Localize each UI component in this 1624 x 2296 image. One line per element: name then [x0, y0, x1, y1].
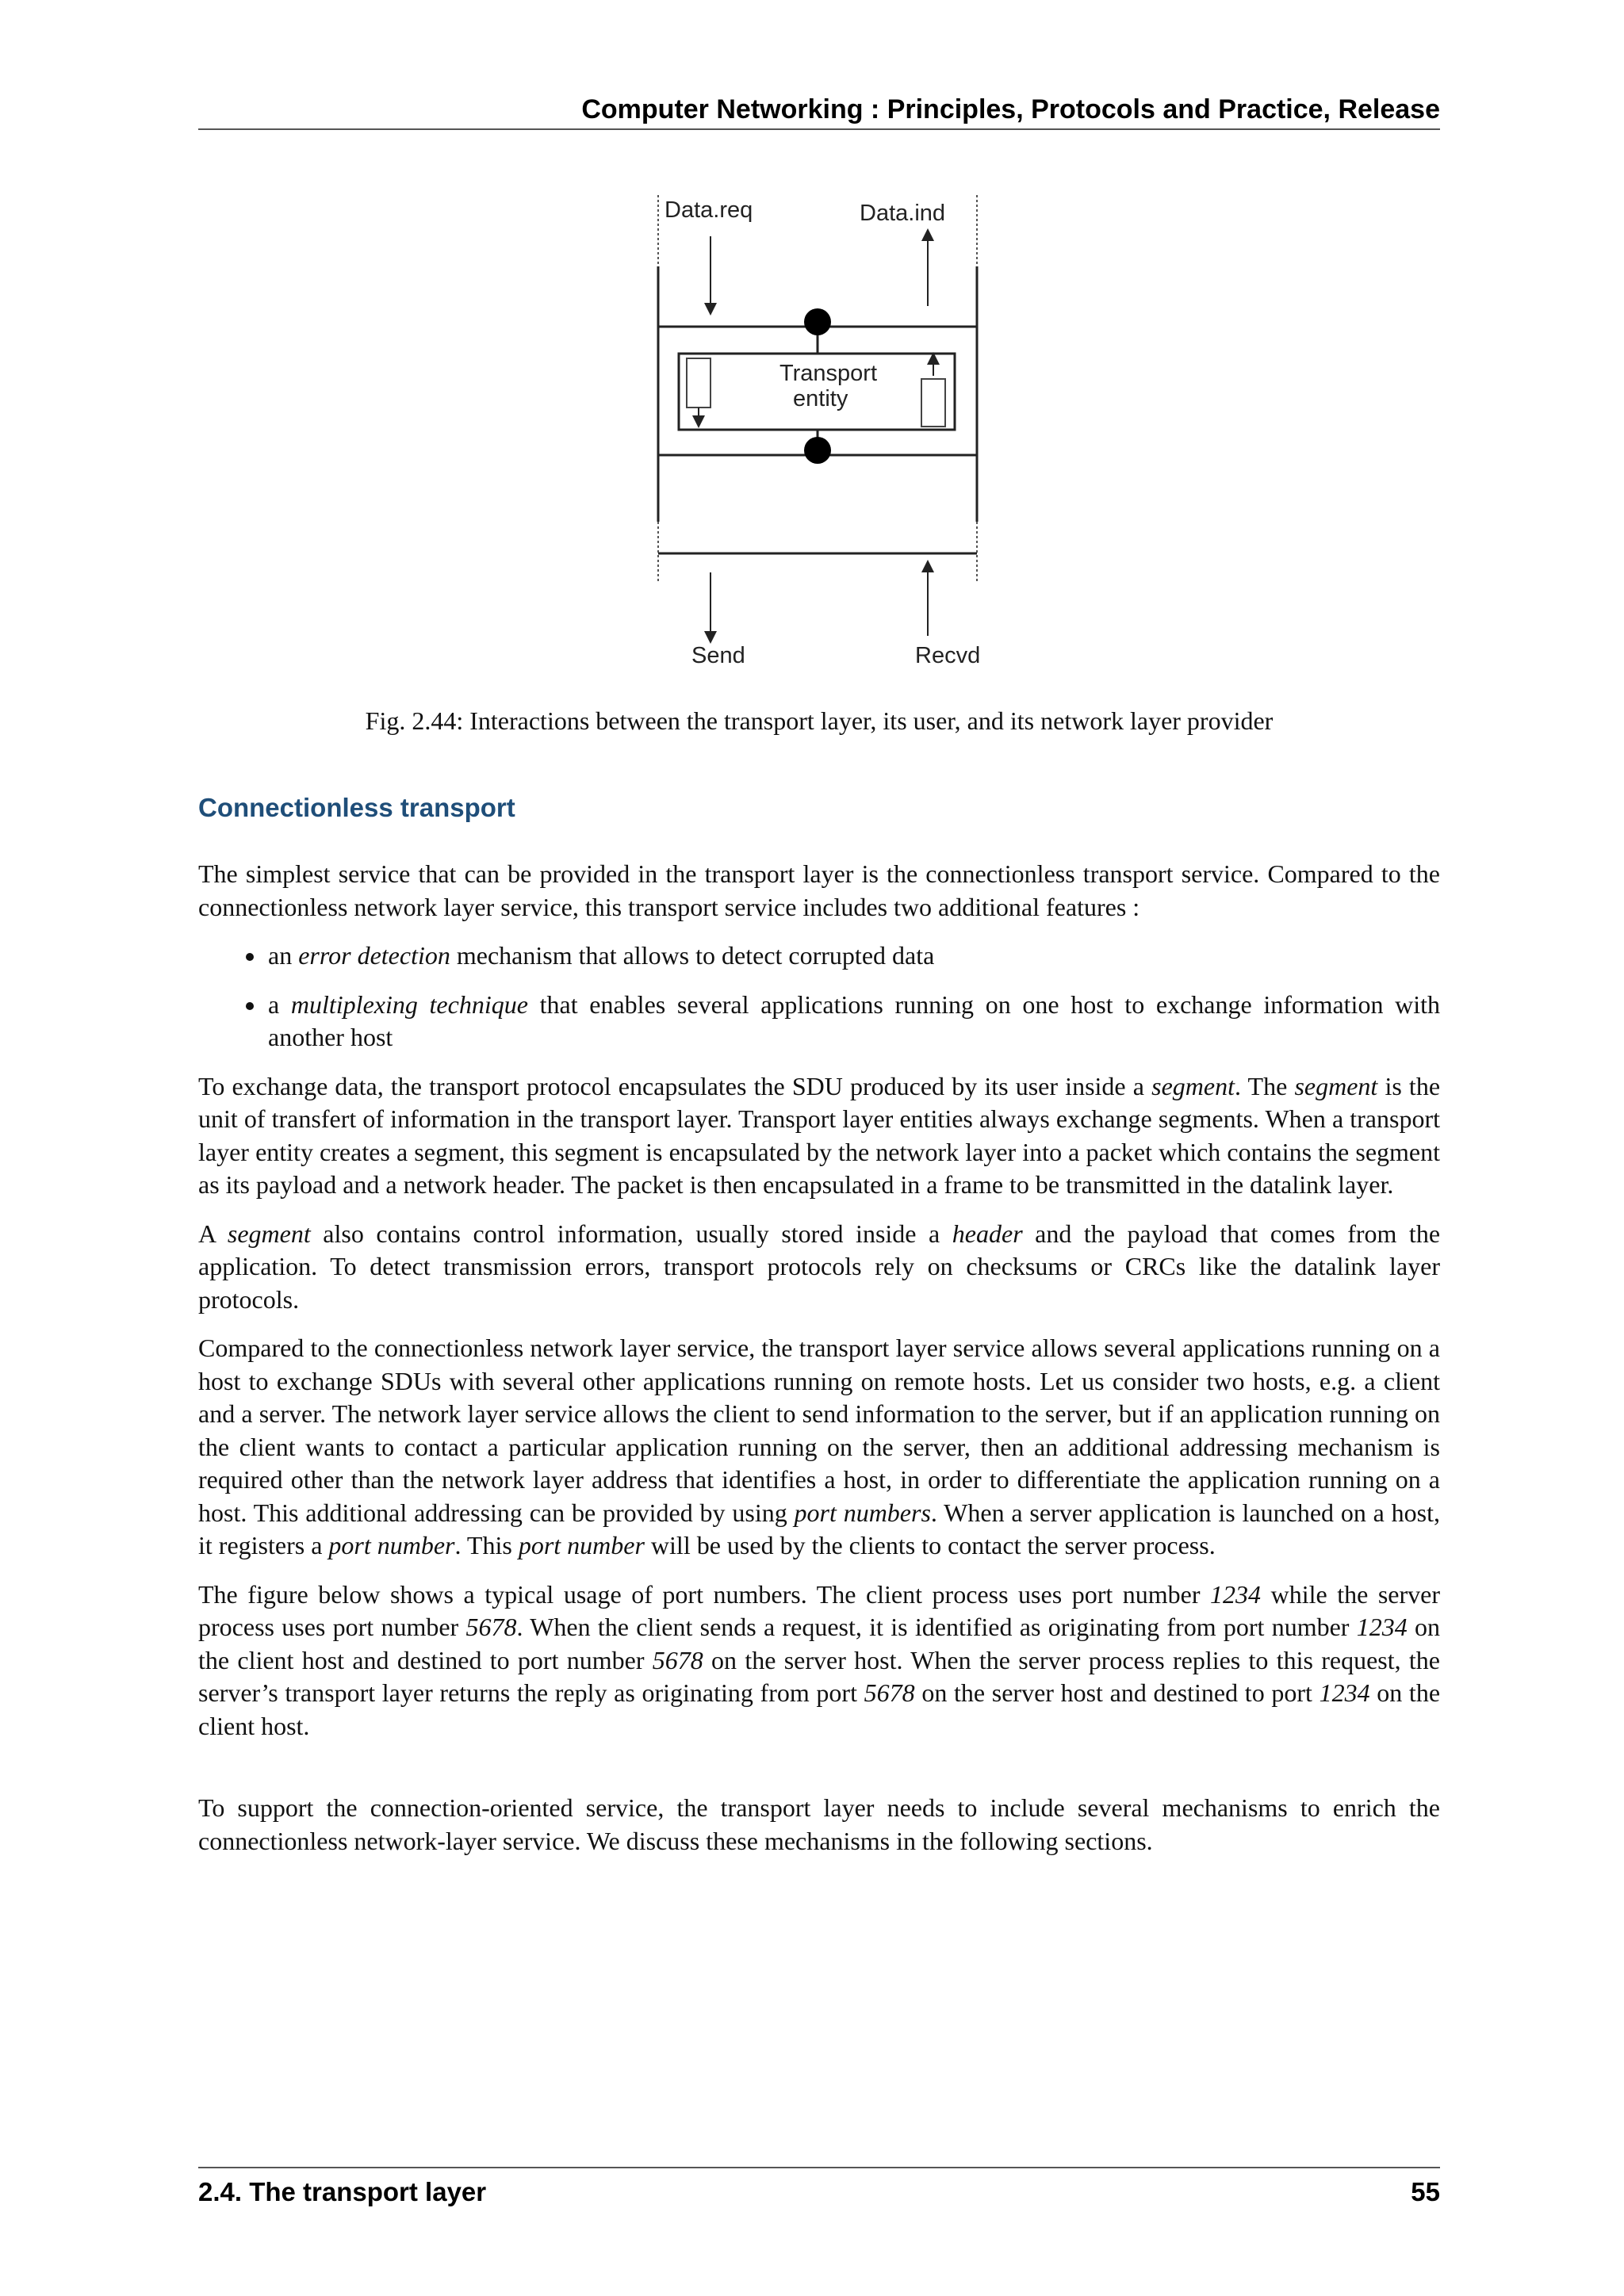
sap-upper-dot: [804, 308, 831, 335]
label-data-req: Data.req: [665, 197, 753, 223]
paragraph-port-example: [198, 1578, 1440, 1743]
text-run: A: [198, 1219, 228, 1248]
emphasis-port: 1234: [1210, 1579, 1262, 1609]
footer-rule: [198, 2167, 1440, 2168]
list-item: [266, 939, 1440, 973]
emphasis-port: 5678: [864, 1678, 915, 1707]
running-header: Computer Networking : Principles, Protocols and Practice, Release: [581, 94, 1440, 124]
list-item: [266, 989, 1440, 1054]
text-run: To exchange data, the transport protocol encapsulates the SDU produced by its user inside a: [198, 1071, 1152, 1100]
label-entity: entity: [793, 386, 848, 411]
text-run: on the client host and destined to port number: [198, 1613, 1441, 1674]
emphasis-term: segment: [1151, 1071, 1235, 1100]
document-page: [198, 0, 1440, 2296]
emphasis-term: port number: [328, 1531, 455, 1559]
label-data-ind: Data.ind: [860, 201, 946, 226]
label-transport: Transport: [779, 361, 878, 386]
list-item-text: mechanism that allows to detect corrupted data: [450, 941, 935, 970]
feature-list: [198, 939, 1440, 1054]
list-item-text: that enables several applications running on one host to exchange information with another host: [268, 989, 1441, 1051]
text-run: while the server process uses port number: [198, 1579, 1440, 1641]
sap-lower-dot: [804, 437, 831, 464]
text-run: also contains control information, usually stored inside a: [310, 1219, 952, 1248]
emphasis-port: 5678: [652, 1645, 703, 1674]
footer-section-label: 2.4. The transport layer: [198, 2177, 487, 2206]
page-number: 55: [1411, 2177, 1440, 2206]
emphasis-term: header: [952, 1219, 1023, 1248]
emphasis-term: port number: [518, 1531, 645, 1559]
text-run: . When a server application is launched on a host, it registers a: [198, 1498, 1441, 1559]
label-recvd: Recvd: [915, 643, 981, 668]
section-title: Connectionless transport: [198, 793, 515, 822]
receive-buffer: [921, 379, 945, 427]
text-run: The figure below shows a typical usage of port numbers. The client process uses port number: [198, 1579, 1211, 1609]
emphasis-port: 1234: [1356, 1613, 1408, 1641]
text-run: . When the client sends a request, it is identified as originating from port number: [516, 1613, 1357, 1641]
text-run: on the server host. When the server process replies to this request, the server’s transport layer returns the reply as originating from port: [198, 1645, 1441, 1707]
emphasis-port: 1234: [1319, 1678, 1370, 1707]
paragraph-port-numbers: [198, 1332, 1440, 1563]
text-run: on the client host.: [198, 1678, 1441, 1740]
text-run: . This: [454, 1531, 519, 1559]
body-text: [198, 858, 1440, 1873]
emphasis-port: 5678: [465, 1613, 517, 1641]
label-send: Send: [691, 643, 745, 668]
list-item-text: an: [268, 941, 299, 970]
list-item-text: a: [268, 989, 291, 1019]
paragraph-header: [198, 1218, 1440, 1317]
paragraph-intro: The simplest service that can be provided in the transport layer is the connectionless transport service. Compared to the connectionless network layer service, this transport service includes two additional features :: [198, 859, 1440, 921]
paragraph-connection-oriented: To support the connection-oriented service, the transport layer needs to include several mechanisms to enrich the connectionless network-layer service. We discuss these mechanisms in the following sections.: [198, 1793, 1440, 1855]
emphasis-term: segment: [227, 1219, 311, 1248]
text-run: Compared to the connectionless network layer service, the transport layer service allows several applications running on a host to exchange SDUs with several other applications running on remote hosts. Let us consider two hosts, e.g. a client and a server. The network layer service allows the client to send information to the server, but if an application running on the client wants to contact a particular application running on the server, then an additional addressing mechanism is required other than the network layer address that identifies a host, in order to differentiate the application running on a host. This additional addressing can be provided by using: [198, 1334, 1440, 1527]
figure-caption: Fig. 2.44: Interactions between the transport layer, its user, and its network layer provider: [365, 706, 1274, 735]
text-run: . The: [1234, 1071, 1295, 1100]
text-run: is the unit of transfert of information in the transport layer. Transport layer entities always exchange segments. When a transport layer entity creates a segment, this segment is encapsulated by the network layer into a packet which contains the segment as its payload and a network header. The packet is then encapsulated in a frame to be transmitted in the datalink layer.: [198, 1071, 1441, 1199]
emphasis-multiplexing-technique: multiplexing technique: [290, 989, 528, 1019]
header-rule: [198, 128, 1440, 130]
emphasis-error-detection: error detection: [298, 941, 450, 970]
paragraph-segment: [198, 1070, 1440, 1202]
text-run: on the server host and destined to port: [914, 1678, 1320, 1707]
send-buffer: [687, 358, 710, 408]
text-run: and the payload that comes from the application. To detect transmission errors, transport protocols rely on checksums or CRCs like the datalink layer protocols.: [198, 1219, 1441, 1314]
transport-layer-figure: [650, 187, 1031, 679]
emphasis-term: port numbers: [794, 1498, 931, 1527]
emphasis-term: segment: [1294, 1071, 1378, 1100]
text-run: will be used by the clients to contact the server process.: [644, 1531, 1216, 1559]
figure-diagram: [650, 187, 1031, 679]
